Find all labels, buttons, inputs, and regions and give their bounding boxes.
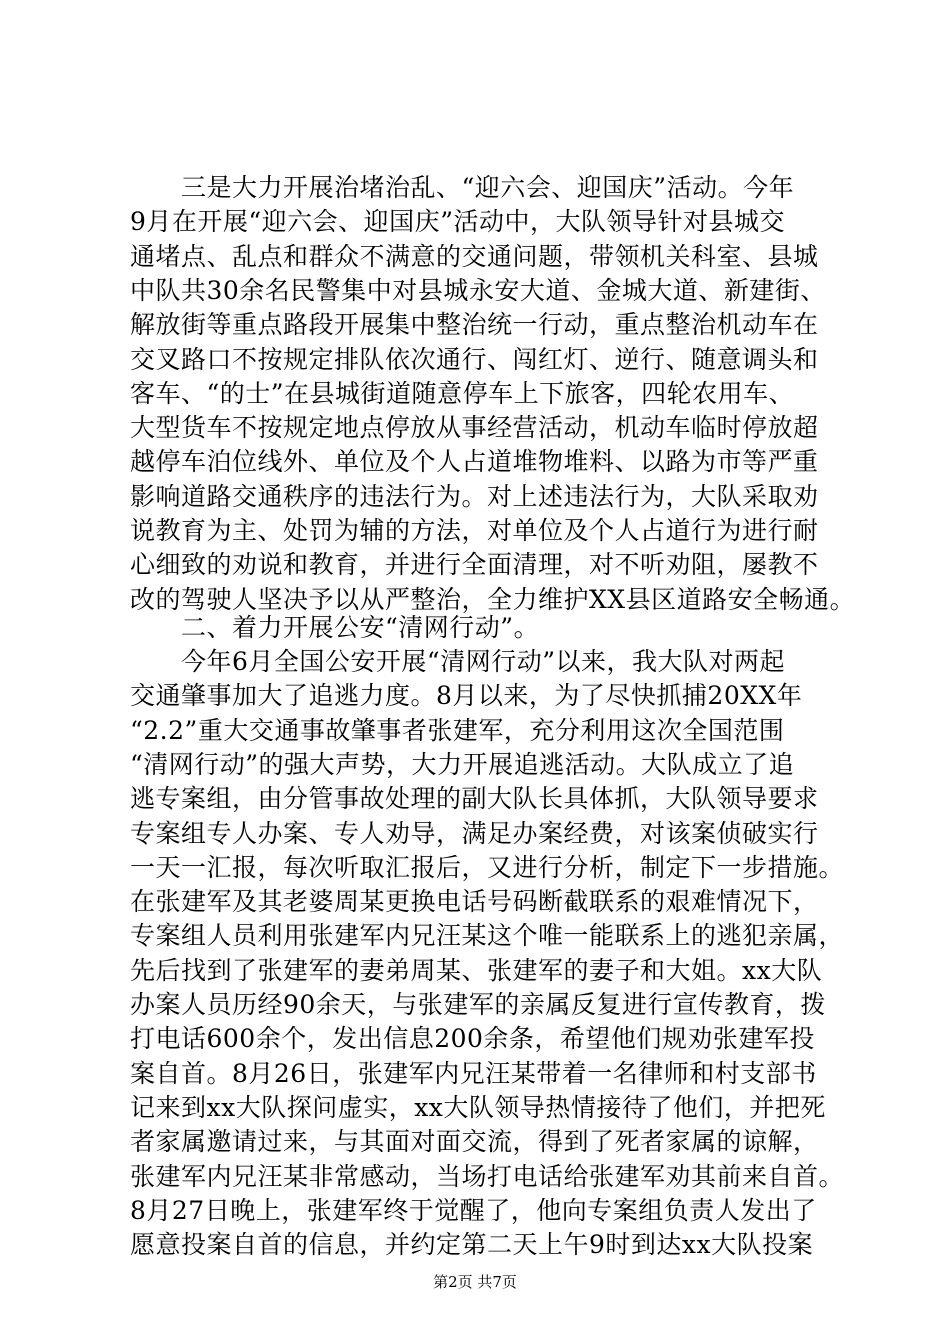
text-line: 8月27日晚上，张建军终于觉醒了，他向专案组负责人发出了 xyxy=(130,1195,817,1225)
text-line: 逃专案组，由分管事故处理的副大队长具体抓，大队领导要求 xyxy=(130,784,819,814)
text-line: 9月在开展“迎六会、迎国庆”活动中，大队领导针对县城交 xyxy=(130,207,785,237)
text-line: 解放街等重点路段开展集中整治统一行动，重点整治机动车在 xyxy=(130,310,819,340)
text-line: 影响道路交通秩序的违法行为。对上述违法行为，大队采取劝 xyxy=(130,481,819,511)
text-line: 交叉路口不按规定排队依次通行、闯红灯、逆行、随意调头和 xyxy=(130,344,819,374)
text-line: “2.2”重大交通事故肇事者张建军，充分利用这次全国范围 xyxy=(130,715,785,745)
text-line: 越停车泊位线外、单位及个人占道堆物堆料、以路为市等严重 xyxy=(130,447,819,477)
text-line: “清网行动”的强大声势，大力开展追逃活动。大队成立了追 xyxy=(130,749,795,779)
text-line: 专案组人员利用张建军内兄汪某这个唯一能联系上的逃犯亲属， xyxy=(130,921,845,951)
text-line: 改的驾驶人坚决予以从严整治，全力维护XX县区道路安全畅通。 xyxy=(130,584,856,614)
text-line: 今年6月全国公安开展“清网行动”以来，我大队对两起 xyxy=(130,647,785,676)
text-line: 先后找到了张建军的妻弟周某、张建军的妻子和大姐。xx大队 xyxy=(130,955,823,985)
text-line: 张建军内兄汪某非常感动，当场打电话给张建军劝其前来自首。 xyxy=(130,1161,845,1191)
text-line: 三是大力开展治堵治乱、“迎六会、迎国庆”活动。今年 xyxy=(130,173,795,202)
text-line: 说教育为主、处罚为辅的方法，对单位及个人占道行为进行耐 xyxy=(130,516,819,545)
text-line: 交通肇事加大了追逃力度。8月以来，为了尽快抓捕20XX年 xyxy=(130,681,803,711)
text-line: 通堵点、乱点和群众不满意的交通问题，带领机关科室、县城 xyxy=(130,241,819,271)
text-line: 打电话600余个，发出信息200余条，希望他们规劝张建军投 xyxy=(130,1024,815,1054)
text-line: 案自首。8月26日，张建军内兄汪某带着一名律师和村支部书 xyxy=(130,1058,817,1088)
text-line: 中队共30余名民警集中对县城永安大道、金城大道、新建街、 xyxy=(130,275,826,305)
page-footer: 第2页 共7页 xyxy=(433,1273,517,1291)
text-line: 大型货车不按规定地点停放从事经营活动，机动车临时停放超 xyxy=(130,413,819,443)
text-line: 专案组专人办案、专人劝导，满足办案经费，对该案侦破实行 xyxy=(130,818,819,848)
text-line: 在张建军及其老婆周某更换电话号码断截联系的艰难情况下， xyxy=(130,887,819,917)
text-line: 记来到xx大队探问虚实，xx大队领导热情接待了他们，并把死 xyxy=(130,1092,826,1122)
text-line: 办案人员历经90余天，与张建军的亲属反复进行宣传教育，拨 xyxy=(130,990,826,1019)
section-heading: 二、着力开展公安“清网行动”。 xyxy=(130,613,540,642)
text-line: 心细致的劝说和教育，并进行全面清理，对不听劝阻，屡教不 xyxy=(130,550,819,580)
text-line: 客车、“的士”在县城街道随意停车上下旅客，四轮农用车、 xyxy=(130,378,795,408)
text-line: 愿意投案自首的信息，并约定第二天上午9时到达xx大队投案 xyxy=(130,1230,814,1260)
text-line: 一天一汇报，每次听取汇报后，又进行分析，制定下一步措施。 xyxy=(130,852,845,882)
text-line: 者家属邀请过来，与其面对面交流，得到了死者家属的谅解， xyxy=(130,1127,819,1157)
